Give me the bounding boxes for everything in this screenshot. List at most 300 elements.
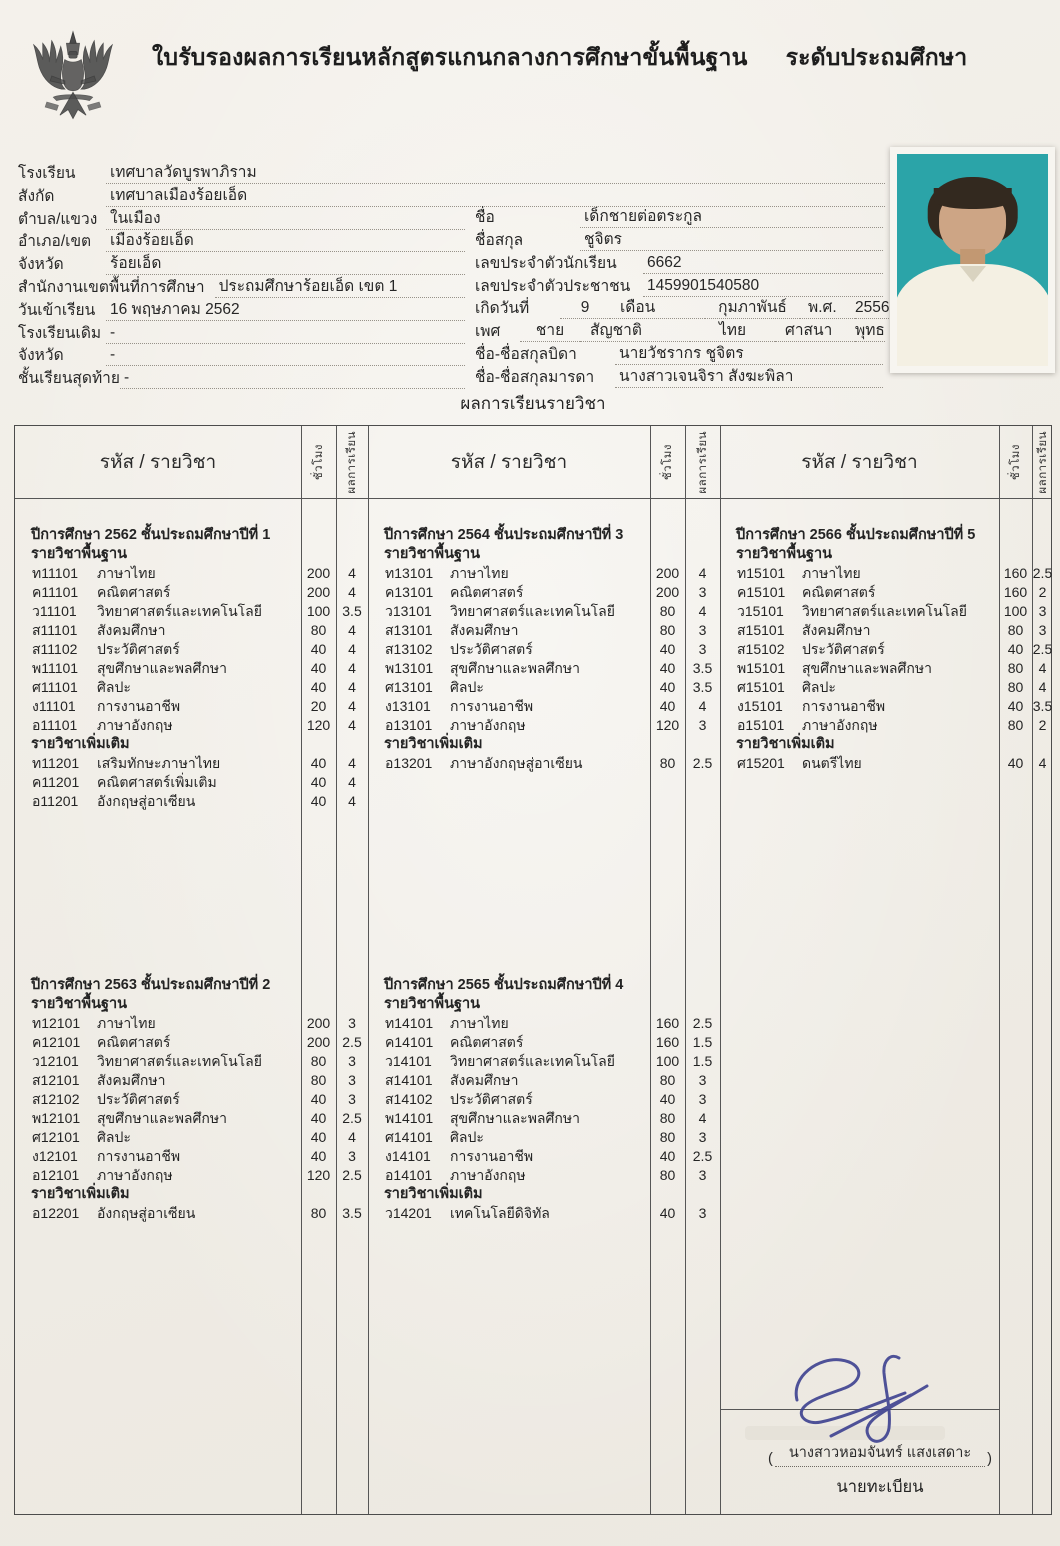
subject-hours: 80 — [310, 1072, 327, 1088]
grades-table — [14, 425, 1052, 1515]
subject-row — [720, 678, 1053, 697]
subject-name: ศิลปะ — [97, 679, 131, 695]
field-label: พ.ศ. — [800, 298, 855, 319]
document-title-text: ใบรับรองผลการเรียนหลักสูตรแกนกลางการศึกษาขั้นพื้นฐาน — [152, 44, 748, 70]
subject-code: ส11101 — [32, 622, 78, 638]
subject-hours: 40 — [310, 774, 327, 790]
subject-name: ภาษาอังกฤษ — [802, 717, 878, 733]
subject-code: ค15101 — [737, 584, 786, 600]
subject-row — [720, 640, 1053, 659]
subject-hours: 200 — [306, 565, 331, 581]
field-value: 16 พฤษภาคม 2562 — [106, 300, 465, 321]
subject-grade: 3 — [698, 622, 707, 638]
subject-name: สุขศึกษาและพลศึกษา — [97, 1110, 227, 1126]
subject-row — [15, 1033, 368, 1052]
field-province — [18, 253, 465, 275]
subject-hours: 80 — [310, 622, 327, 638]
subject-code: ค11101 — [32, 584, 79, 600]
subject-row — [15, 678, 368, 697]
field-value: - — [106, 345, 465, 366]
subject-code: ว15101 — [737, 603, 784, 619]
table-group-1 — [15, 498, 368, 1514]
field-previous-province — [18, 344, 465, 366]
field-value: - — [120, 368, 465, 389]
subject-name: คณิตศาสตร์ — [450, 1034, 524, 1050]
field-value: ประถมศึกษาร้อยเอ็ด เขต 1 — [215, 277, 465, 298]
subject-grade: 1.5 — [692, 1053, 713, 1069]
nationality-value: ไทย — [690, 321, 775, 342]
subject-grade: 3.5 — [692, 660, 713, 676]
section-year-header: ปีการศึกษา 2562 ชั้นประถมศึกษาปีที่ 1 — [31, 527, 271, 543]
subject-hours: 200 — [306, 1034, 331, 1050]
subject-hours: 20 — [310, 698, 327, 714]
subject-row — [15, 583, 368, 602]
subject-code: พ15101 — [737, 660, 786, 676]
subject-name: เสริมทักษะภาษาไทย — [97, 755, 221, 771]
subject-hours: 80 — [659, 1072, 676, 1088]
subject-hours: 200 — [655, 565, 680, 581]
subject-grade: 4 — [348, 660, 356, 676]
subject-hours: 120 — [655, 717, 680, 733]
subject-name: ภาษาอังกฤษ — [97, 717, 173, 733]
subject-grade: 4 — [348, 793, 356, 809]
subject-code: ท12101 — [32, 1015, 81, 1031]
subject-hours: 100 — [306, 603, 331, 619]
subject-name: ประวัติศาสตร์ — [802, 641, 885, 657]
subject-name: ภาษาอังกฤษ — [97, 1167, 173, 1183]
field-value: 1459901540580 — [643, 276, 883, 297]
subject-row — [15, 1109, 368, 1128]
subject-grade: 4 — [348, 622, 356, 638]
field-previous-school — [18, 322, 465, 344]
subject-row — [368, 602, 720, 621]
document-title — [152, 40, 1032, 76]
subject-name: สุขศึกษาและพลศึกษา — [450, 1110, 580, 1126]
subject-row — [368, 1128, 720, 1147]
field-last-grade — [18, 367, 465, 389]
subject-row — [368, 1014, 720, 1033]
subject-grade: 3 — [698, 1205, 707, 1221]
subject-category-label: รายวิชาพื้นฐาน — [31, 546, 128, 562]
col-header-grade: ผลการเรียน — [346, 430, 358, 494]
subject-grade: 2 — [1038, 717, 1047, 733]
subject-name: ประวัติศาสตร์ — [450, 1091, 533, 1107]
subject-code: ท11201 — [32, 755, 80, 771]
subject-grade: 1.5 — [692, 1034, 713, 1050]
subject-row — [15, 1147, 368, 1166]
field-label: จังหวัด — [18, 347, 64, 364]
subject-grade: 3 — [348, 1053, 356, 1069]
subject-grade: 3 — [1038, 622, 1047, 638]
subject-code: ท14101 — [385, 1015, 434, 1031]
subject-grade: 4 — [698, 1110, 707, 1126]
subject-category-label: รายวิชาเพิ่มเติม — [384, 736, 483, 752]
field-subdistrict — [18, 208, 465, 230]
subject-name: การงานอาชีพ — [802, 698, 886, 714]
subject-row — [368, 621, 720, 640]
field-value: 6662 — [643, 253, 883, 274]
subject-category-label: รายวิชาพื้นฐาน — [384, 996, 481, 1012]
field-value: - — [106, 323, 465, 344]
open-paren: ( — [768, 1451, 773, 1467]
subject-row — [15, 697, 368, 716]
subject-code: ส15102 — [737, 641, 785, 657]
col-header-hours: ชั่วโมง — [312, 443, 325, 481]
subject-row — [368, 640, 720, 659]
subject-name: อังกฤษสู่อาเซียน — [97, 793, 196, 809]
field-father-name — [475, 343, 883, 365]
subject-category-label: รายวิชาพื้นฐาน — [736, 546, 833, 562]
section-year-header: ปีการศึกษา 2566 ชั้นประถมศึกษาปีที่ 5 — [736, 527, 976, 543]
subject-name: คณิตศาสตร์ — [97, 1034, 171, 1050]
field-label: ชื่อ-ชื่อสกุลมารดา — [475, 369, 595, 386]
field-label: เดือน — [610, 298, 705, 319]
field-value: เทศบาลวัดบูรพาภิราม — [106, 163, 885, 184]
col-header-subject: รหัส / รายวิชา — [99, 452, 217, 473]
subject-grade: 4 — [698, 698, 707, 714]
student-photo-image — [897, 154, 1048, 366]
subject-code: อ13101 — [385, 717, 433, 733]
grades-table-caption: ผลการเรียนรายวิชา — [460, 394, 606, 413]
field-label: ชื่อ — [475, 209, 495, 226]
subject-hours: 40 — [310, 793, 327, 809]
field-label: โรงเรียนเดิม — [18, 325, 102, 342]
field-affiliation — [18, 185, 885, 207]
field-district — [18, 230, 465, 252]
subject-name: สังคมศึกษา — [97, 1072, 166, 1088]
subject-name: ภาษาไทย — [802, 565, 861, 581]
field-value: เทศบาลเมืองร้อยเอ็ด — [106, 186, 885, 207]
subject-row — [368, 678, 720, 697]
garuda-emblem-icon — [24, 20, 122, 132]
subject-name: ดนตรีไทย — [802, 755, 862, 771]
subject-grade: 2.5 — [342, 1110, 362, 1126]
subject-name: สุขศึกษาและพลศึกษา — [97, 660, 227, 676]
subject-name: คณิตศาสตร์เพิ่มเติม — [97, 774, 217, 790]
col-header-subject: รหัส / รายวิชา — [450, 452, 568, 473]
subject-hours: 80 — [659, 755, 676, 771]
subject-name: ศิลปะ — [450, 1129, 484, 1145]
subject-grade: 4 — [348, 755, 356, 771]
subject-grade: 4 — [348, 1129, 356, 1145]
subject-code: ท15101 — [737, 565, 786, 581]
subject-hours: 40 — [310, 755, 327, 771]
subject-grade: 4 — [1038, 660, 1047, 676]
subject-category-label: รายวิชาเพิ่มเติม — [736, 736, 835, 752]
subject-hours: 80 — [659, 622, 676, 638]
subject-grade: 3 — [698, 584, 707, 600]
subject-hours: 80 — [1007, 717, 1024, 733]
subject-row — [368, 1109, 720, 1128]
subject-row — [15, 621, 368, 640]
section-year-header: ปีการศึกษา 2563 ชั้นประถมศึกษาปีที่ 2 — [31, 977, 271, 993]
birth-month-value: กุมภาพันธ์ — [705, 298, 800, 319]
subject-hours: 80 — [659, 1167, 676, 1183]
subject-row — [720, 659, 1053, 678]
field-label: เพศ — [475, 323, 501, 340]
subject-hours: 160 — [655, 1034, 680, 1050]
subject-name: วิทยาศาสตร์และเทคโนโลยี — [802, 603, 967, 619]
subject-grade: 2.5 — [692, 755, 713, 771]
subject-code: อ11201 — [32, 793, 79, 809]
subject-code: ว14101 — [385, 1053, 432, 1069]
subject-code: ส13101 — [385, 622, 433, 638]
field-value: ร้อยเอ็ด — [106, 254, 465, 275]
subject-name: อังกฤษสู่อาเซียน — [97, 1205, 196, 1221]
subject-grade: 4 — [348, 679, 356, 695]
subject-code: ค13101 — [385, 584, 434, 600]
subject-grade: 2.5 — [1032, 565, 1053, 581]
subject-name: ศิลปะ — [802, 679, 836, 695]
subject-row — [15, 1052, 368, 1071]
subject-row — [368, 1071, 720, 1090]
subject-name: สุขศึกษาและพลศึกษา — [450, 660, 580, 676]
field-label: โรงเรียน — [18, 165, 76, 182]
subject-name: การงานอาชีพ — [97, 1148, 181, 1164]
subject-name: เทคโนโลยีดิจิทัล — [450, 1205, 550, 1221]
subject-hours: 80 — [1007, 679, 1024, 695]
subject-code: ค14101 — [385, 1034, 434, 1050]
registrar-title: นายทะเบียน — [836, 1478, 924, 1496]
subject-grade: 4 — [348, 717, 356, 733]
document-level-text: ระดับประถมศึกษา — [785, 44, 968, 70]
subject-grade: 3 — [348, 1091, 356, 1107]
subject-name: สังคมศึกษา — [802, 622, 871, 638]
subject-hours: 200 — [306, 1015, 331, 1031]
registrar-name: นางสาวหอมจันทร์ แสงเสดาะ — [775, 1441, 985, 1467]
field-label: เลขประจำตัวประชาชน — [475, 278, 631, 295]
subject-hours: 40 — [310, 1129, 327, 1145]
subject-hours: 120 — [306, 717, 331, 733]
subject-hours: 200 — [306, 584, 331, 600]
subject-code: ส14102 — [385, 1091, 433, 1107]
subject-grade: 3.5 — [692, 679, 713, 695]
field-value: ชูจิตร — [580, 230, 883, 251]
subject-grade: 3 — [698, 641, 707, 657]
field-label: จังหวัด — [18, 256, 64, 273]
subject-row — [368, 583, 720, 602]
subject-code: ศ13101 — [385, 679, 433, 695]
subject-code: ง12101 — [32, 1148, 78, 1164]
subject-code: อ12201 — [32, 1205, 80, 1221]
field-label: ตำบล/แขวง — [18, 211, 98, 228]
field-label: อำเภอ/เขต — [18, 233, 92, 250]
subject-grade: 3 — [698, 717, 707, 733]
subject-row — [720, 716, 1053, 735]
field-value: เมืองร้อยเอ็ด — [106, 231, 465, 252]
subject-code: ง13101 — [385, 698, 431, 714]
subject-name: สุขศึกษาและพลศึกษา — [802, 660, 932, 676]
subject-grade: 4 — [1038, 755, 1047, 771]
subject-hours: 40 — [1007, 641, 1024, 657]
field-citizen-id — [475, 275, 883, 297]
field-label: ศาสนา — [775, 321, 855, 342]
subject-grade: 3.5 — [342, 603, 362, 619]
subject-row — [15, 1204, 368, 1223]
subject-name: สังคมศึกษา — [97, 622, 166, 638]
subject-code: ว12101 — [32, 1053, 79, 1069]
subject-grade: 2.5 — [1032, 641, 1053, 657]
subject-row — [368, 1147, 720, 1166]
subject-code: ค12101 — [32, 1034, 81, 1050]
subject-hours: 40 — [310, 1148, 327, 1164]
subject-name: ภาษาอังกฤษสู่อาเซียน — [450, 755, 583, 771]
subject-code: อ13201 — [385, 755, 433, 771]
subject-grade: 3.5 — [342, 1205, 362, 1221]
subject-name: คณิตศาสตร์ — [97, 584, 171, 600]
registrar-name-line — [725, 1441, 1035, 1467]
subject-name: ภาษาไทย — [97, 565, 156, 581]
subject-row — [15, 1014, 368, 1033]
field-label: ชื่อสกุล — [475, 232, 524, 249]
subject-code: ว11101 — [32, 603, 77, 619]
subject-grade: 4 — [348, 641, 356, 657]
subject-row — [15, 716, 368, 735]
subject-name: วิทยาศาสตร์และเทคโนโลยี — [97, 603, 262, 619]
col-header-hours: ชั่วโมง — [1009, 443, 1022, 481]
subject-grade: 2.5 — [342, 1034, 362, 1050]
subject-hours: 80 — [1007, 660, 1024, 676]
subject-code: พ12101 — [32, 1110, 81, 1126]
subject-row — [368, 564, 720, 583]
subject-row — [15, 1071, 368, 1090]
birth-year-value: 2556 — [855, 298, 889, 319]
subject-hours: 40 — [310, 679, 327, 695]
subject-name: สังคมศึกษา — [450, 622, 519, 638]
subject-hours: 40 — [659, 641, 676, 657]
subject-grade: 4 — [348, 565, 356, 581]
subject-row — [15, 659, 368, 678]
subject-row — [368, 1052, 720, 1071]
subject-code: ศ15101 — [737, 679, 785, 695]
subject-grade: 3 — [698, 1129, 707, 1145]
table-group-2 — [368, 498, 720, 1514]
subject-row — [720, 754, 1053, 773]
subject-code: พ14101 — [385, 1110, 434, 1126]
subject-hours: 40 — [310, 1110, 327, 1126]
subject-hours: 40 — [310, 641, 327, 657]
subject-category-label: รายวิชาพื้นฐาน — [384, 546, 481, 562]
subject-grade: 2 — [1038, 584, 1047, 600]
field-label: สังกัด — [18, 188, 55, 205]
subject-hours: 160 — [1003, 584, 1028, 600]
subject-hours: 40 — [659, 660, 676, 676]
subject-hours: 160 — [655, 1015, 680, 1031]
subject-name: วิทยาศาสตร์และเทคโนโลยี — [450, 1053, 615, 1069]
subject-name: การงานอาชีพ — [97, 698, 181, 714]
subject-hours: 160 — [1003, 565, 1028, 581]
subject-row — [368, 1090, 720, 1109]
subject-row — [720, 564, 1053, 583]
subject-row — [15, 564, 368, 583]
subject-grade: 4 — [348, 698, 356, 714]
subject-hours: 40 — [659, 679, 676, 695]
subject-category-label: รายวิชาเพิ่มเติม — [31, 1186, 130, 1202]
subject-grade: 4 — [698, 565, 707, 581]
subject-code: ส13102 — [385, 641, 433, 657]
subject-name: วิทยาศาสตร์และเทคโนโลยี — [450, 603, 615, 619]
subject-row — [368, 697, 720, 716]
subject-code: พ11101 — [32, 660, 79, 676]
subject-code: ท11101 — [32, 565, 79, 581]
field-school — [18, 162, 885, 184]
subject-grade: 4 — [348, 774, 356, 790]
sex-value: ชาย — [520, 321, 580, 342]
subject-category-label: รายวิชาเพิ่มเติม — [384, 1186, 483, 1202]
subject-name: คณิตศาสตร์ — [802, 584, 876, 600]
subject-name: ศิลปะ — [450, 679, 484, 695]
subject-code: ศ14101 — [385, 1129, 433, 1145]
subject-hours: 40 — [310, 660, 327, 676]
subject-name: ภาษาไทย — [97, 1015, 156, 1031]
subject-code: ศ11101 — [32, 679, 78, 695]
subject-row — [368, 659, 720, 678]
photo-collar — [960, 266, 986, 282]
student-photo — [890, 147, 1055, 373]
field-birth-date — [475, 297, 890, 319]
subject-code: ง11101 — [32, 698, 76, 714]
subject-code: ง14101 — [385, 1148, 431, 1164]
field-mother-name — [475, 366, 883, 388]
subject-hours: 40 — [1007, 698, 1024, 714]
subject-name: ภาษาอังกฤษ — [450, 1167, 526, 1183]
subject-row — [720, 583, 1053, 602]
subject-row — [15, 1166, 368, 1185]
subject-grade: 3 — [348, 1148, 356, 1164]
subject-hours: 40 — [659, 1148, 676, 1164]
subject-row — [15, 640, 368, 659]
field-value: นางสาวเจนจิรา สังฆะพิลา — [615, 367, 883, 388]
subject-name: วิทยาศาสตร์และเทคโนโลยี — [97, 1053, 262, 1069]
section-year-header: ปีการศึกษา 2564 ชั้นประถมศึกษาปีที่ 3 — [384, 527, 624, 543]
subject-code: ศ15201 — [737, 755, 785, 771]
subject-hours: 80 — [659, 1129, 676, 1145]
subject-hours: 40 — [1007, 755, 1024, 771]
subject-code: ส14101 — [385, 1072, 433, 1088]
close-paren: ) — [987, 1451, 992, 1467]
subject-code: ว14201 — [385, 1205, 432, 1221]
subject-row — [720, 621, 1053, 640]
col-header-hours: ชั่วโมง — [661, 443, 674, 481]
subject-name: สังคมศึกษา — [450, 1072, 519, 1088]
subject-row — [368, 1204, 720, 1223]
subject-code: ค11201 — [32, 774, 80, 790]
subject-hours: 80 — [310, 1205, 327, 1221]
subject-grade: 3 — [1038, 603, 1047, 619]
subject-name: ภาษาไทย — [450, 565, 509, 581]
subject-hours: 200 — [655, 584, 680, 600]
subject-grade: 3 — [698, 1091, 707, 1107]
subject-name: ศิลปะ — [97, 1129, 131, 1145]
subject-hours: 80 — [310, 1053, 327, 1069]
subject-code: ว13101 — [385, 603, 432, 619]
subject-category-label: รายวิชาพื้นฐาน — [31, 996, 128, 1012]
subject-grade: 2.5 — [342, 1167, 362, 1183]
subject-row — [15, 792, 368, 811]
field-demographics — [475, 320, 883, 342]
subject-code: ส11102 — [32, 641, 78, 657]
field-value: นายวัชรากร ชูจิตร — [615, 344, 883, 365]
subject-grade: 2.5 — [692, 1148, 713, 1164]
subject-row — [15, 1090, 368, 1109]
subject-grade: 2.5 — [692, 1015, 713, 1031]
subject-hours: 100 — [1003, 603, 1028, 619]
section-year-header: ปีการศึกษา 2565 ชั้นประถมศึกษาปีที่ 4 — [384, 977, 624, 993]
subject-name: คณิตศาสตร์ — [450, 584, 524, 600]
subject-row — [15, 773, 368, 792]
subject-code: อ12101 — [32, 1167, 80, 1183]
col-header-grade: ผลการเรียน — [696, 430, 709, 494]
